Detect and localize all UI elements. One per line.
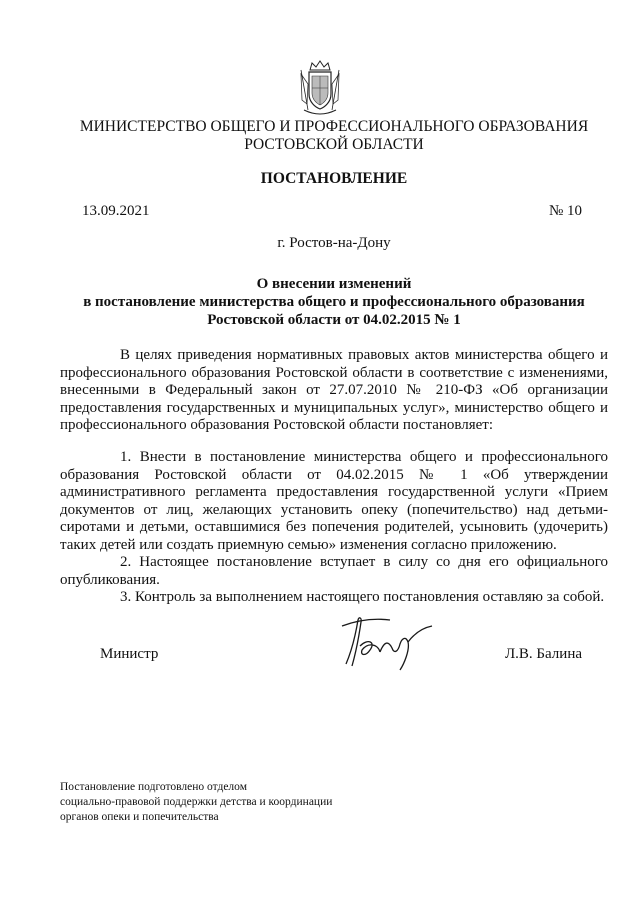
footer-line3: органов опеки и попечительства (60, 811, 219, 823)
item-3: 3. Контроль за выполнением настоящего постановления оставляю за собой. (120, 589, 605, 605)
ministry-name-line1: МИНИСТЕРСТВО ОБЩЕГО И ПРОФЕССИОНАЛЬНОГО ОБРАЗОВАНИЯ (79, 118, 589, 135)
subject-line1: О внесении изменений (256, 276, 412, 292)
signatory-name: Л.В. Балина (504, 646, 582, 662)
document-number: № 10 (548, 203, 582, 219)
signature-icon (338, 612, 438, 674)
item-1: 1. Внести в постановление министерства общего и профессионального образования Ростовской области от 04.02.2015 № 1 «Об утверждении административного регламента предоставления государственной услуги «Прием документов от лиц, желающих установить опеку (попечительство) над детьми-сиротами и детьми, оставшимися без попечения родителей, усыновить (удочерить) таких детей или создать приемную семью» изменения согласно приложению. (60, 449, 608, 553)
preamble-paragraph: В целях приведения нормативных правовых актов министерства общего и профессионального образования Ростовской области в соответствие с изменениями, внесенными в Федеральный закон от 27.07.2010 № 210-ФЗ «Об организации предоставления государственных и муниципальных услуг», министерство общего и профессионального образования Ростовской области постановляет: (60, 347, 608, 433)
subject-line2: в постановление министерства общего и профессионального образования (83, 294, 585, 310)
document-type: ПОСТАНОВЛЕНИЕ (260, 170, 408, 187)
document-date: 13.09.2021 (82, 203, 150, 219)
subject-line3: Ростовской области от 04.02.2015 № 1 (207, 312, 461, 328)
resolution-items (60, 449, 608, 607)
item-2: 2. Настоящее постановление вступает в силу со дня его официального опубликования. (60, 554, 608, 588)
footer-line1: Постановление подготовлено отделом (60, 781, 247, 793)
ministry-name-line2: РОСТОВСКОЙ ОБЛАСТИ (244, 136, 424, 153)
footer-line2: социально-правовой поддержки детства и координации (60, 796, 333, 808)
preamble-paragraph-block (60, 347, 608, 435)
signatory-role: Министр (100, 646, 159, 662)
document-city: г. Ростов-на-Дону (277, 235, 391, 251)
coat-of-arms-icon (298, 60, 342, 118)
